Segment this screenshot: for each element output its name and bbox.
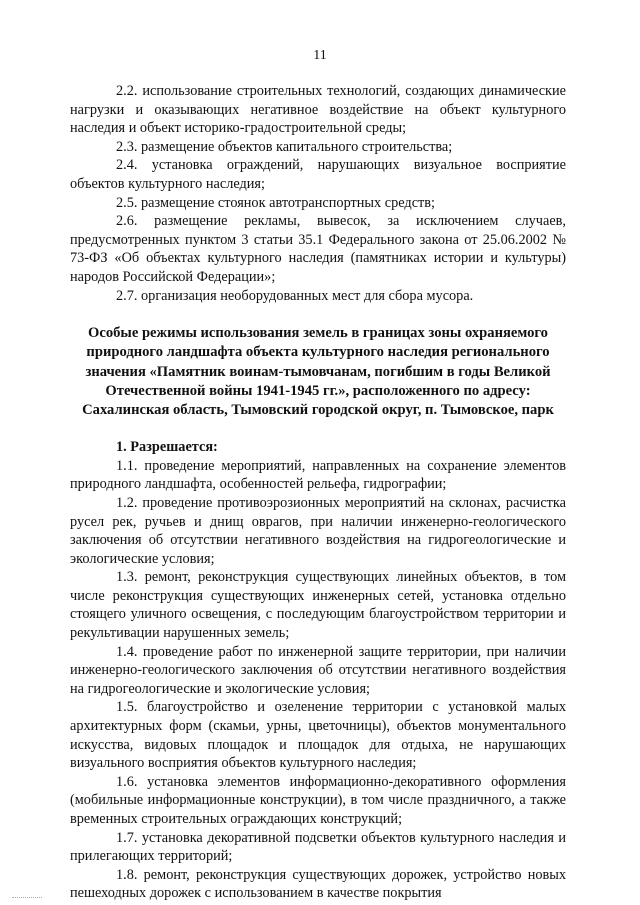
list-item: 1.3. ремонт, реконструкция существующих линейных объектов, в том числе реконструкция существующих инженерных сетей, установка отдельно стоящего уличного освещения, с последующим благоустройством территории и рекультивации нарушенных земель; <box>70 569 566 642</box>
list-item: 1.5. благоустройство и озеленение территории с установкой малых архитектурных форм (скамьи, урны, цветочницы), объектов монументального искусства, видовых площадок и площадок для отдыха, не нарушающих визуального восприятия объектов культурного наследия; <box>70 699 566 772</box>
list-item: 1.7. установка декоративной подсветки объектов культурного наследия и прилегающих территорий; <box>70 829 566 865</box>
list-item: 2.3. размещение объектов капитального строительства; <box>116 138 453 155</box>
list-item: 2.6. размещение рекламы, вывесок, за исключением случаев, предусмотренных пунктом 3 статьи 35.1 Федерального закона от 25.06.2002 № 73-ФЗ «Об объектах культурного наследия (памятниках истории и культуры) народов Российской Федерации»; <box>70 213 566 285</box>
document-body <box>70 82 566 903</box>
section-heading: Особые режимы использования земель в границах зоны охраняемого природного ландшафта объекта культурного наследия регионального значения «Памятник воинам-тымовчанам, погибшим в годы Великой Отечественной войны 1941-1945 гг.», расположенного по адресу: Сахалинская область, Тымовский городской округ, п. Тымовское, парк <box>82 325 554 418</box>
list-item: 2.5. размещение стоянок автотранспортных средств; <box>116 194 436 211</box>
list-item: 1.6. установка элементов информационно-декоративного оформления (мобильные информационные конструкции), в том числе праздничного, а также временных строительных ограждающих конструкций; <box>70 773 566 828</box>
page-number: 11 <box>313 48 327 63</box>
list-item: 2.2. использование строительных технологий, создающих динамические нагрузки и оказывающих негативное воздействие на объект культурного наследия и объект историко-градостроительной среды; <box>70 83 566 137</box>
subsection-heading: 1. Разрешается: <box>116 439 218 456</box>
list-item: 1.2. проведение противоэрозионных мероприятий на склонах, расчистка русел рек, ручьев и днищ оврагов, при наличии инженерно-геологического заключения об отсутствии негативного воздействия на гидрогеологические и экологические условия; <box>70 494 566 567</box>
list-item: 2.7. организация необорудованных мест для сбора мусора. <box>116 287 474 304</box>
list-item: 1.1. проведение мероприятий, направленных на сохранение элементов природного ландшафта, особенностей рельефа, гидрографии; <box>70 457 566 493</box>
list-item: 1.4. проведение работ по инженерной защите территории, при наличии инженерно-геологического заключения об отсутствии негативного воздействия на гидрогеологические и экологические условия; <box>70 643 566 697</box>
list-item: 1.8. ремонт, реконструкция существующих дорожек, устройство новых пешеходных дорожек с использованием в качестве покрытия <box>70 866 566 902</box>
list-item: 2.4. установка ограждений, нарушающих визуальное восприятие объектов культурного наследия; <box>70 157 566 192</box>
scan-artifact <box>12 897 42 899</box>
